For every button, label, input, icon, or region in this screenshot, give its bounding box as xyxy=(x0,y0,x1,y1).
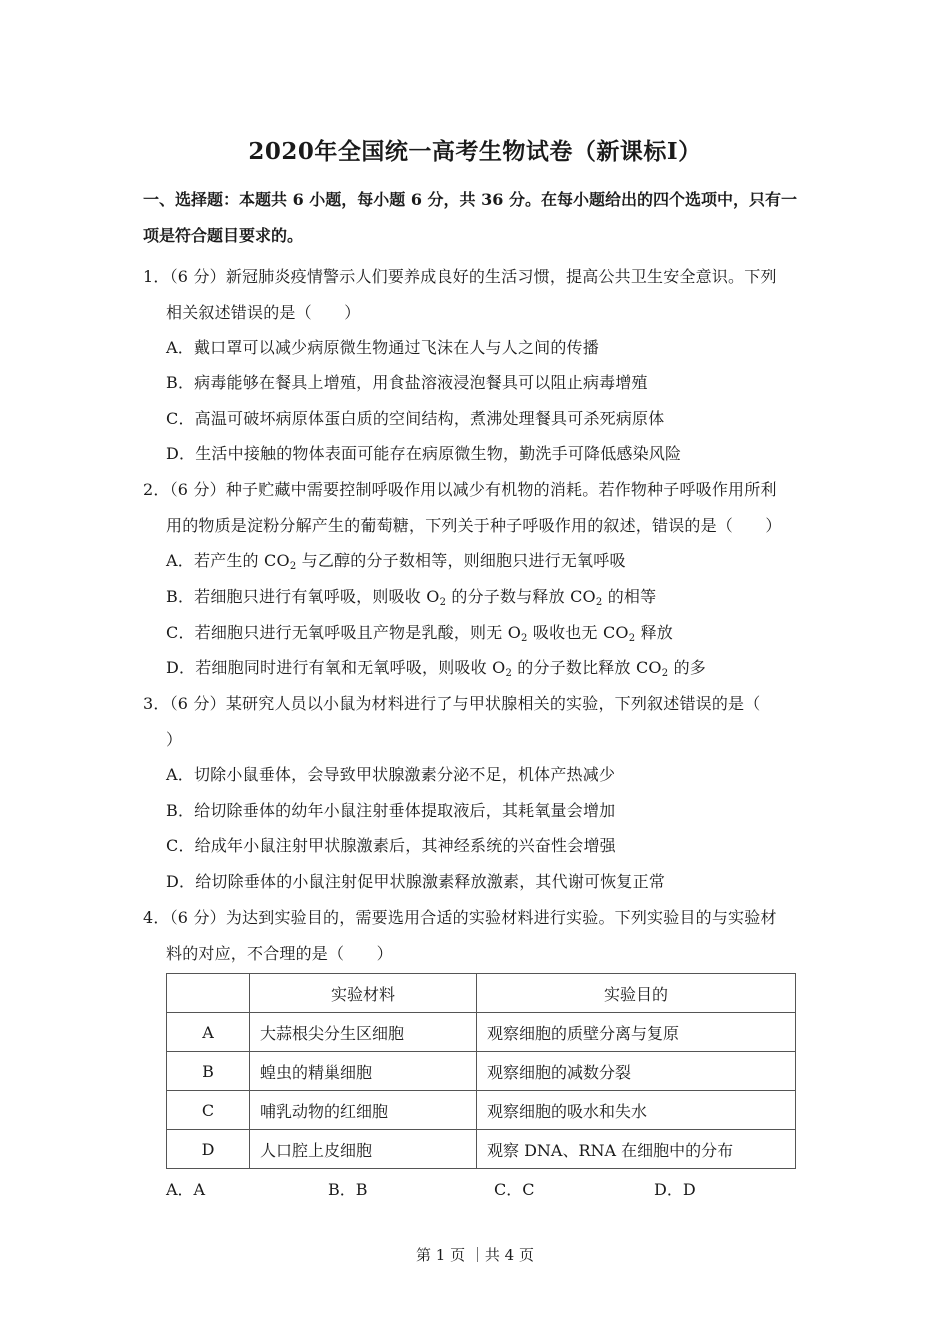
question-3-stem: 3．（6 分）某研究人员以小鼠为材料进行了与甲状腺相关的实验，下列叙述错误的是（ xyxy=(143,694,761,713)
table-cell: D xyxy=(167,1130,250,1169)
subscript: 2 xyxy=(505,668,512,679)
option-text: B．若细胞只进行有氧呼吸，则吸收 O xyxy=(166,587,440,606)
question-4-stem-cont: 料的对应，不合理的是（ ） xyxy=(166,944,393,963)
table-header-cell: 实验目的 xyxy=(477,974,796,1013)
table-row xyxy=(167,1091,796,1130)
table-cell: 哺乳动物的红细胞 xyxy=(250,1091,477,1130)
subscript: 2 xyxy=(661,668,669,679)
table-row xyxy=(167,1130,796,1169)
question-1-option-d: D．生活中接触的物体表面可能存在病原微生物，勤洗手可降低感染风险 xyxy=(166,444,682,463)
table-header-cell: 实验材料 xyxy=(250,974,477,1013)
table-cell: 观察细胞的减数分裂 xyxy=(477,1052,796,1091)
subscript: 2 xyxy=(439,597,447,608)
table-cell: C xyxy=(167,1091,250,1130)
question-3-stem-cont: ） xyxy=(166,730,183,749)
option-text: 释放 xyxy=(635,623,673,642)
question-1-stem-cont: 相关叙述错误的是（ ） xyxy=(166,303,361,322)
question-4-stem: 4．（6 分）为达到实验目的，需要选用合适的实验材料进行实验。下列实验目的与实验材 xyxy=(143,908,777,927)
question-4-answer-d: D．D xyxy=(654,1180,696,1199)
question-3-option-a: A．切除小鼠垂体，会导致甲状腺激素分泌不足，机体产热减少 xyxy=(166,765,616,784)
option-text: C．若细胞只进行无氧呼吸且产物是乳酸，则无 O xyxy=(166,623,522,642)
option-text: A．若产生的 CO xyxy=(166,551,290,570)
question-2-option-b xyxy=(166,584,656,608)
option-text: 吸收也无 CO xyxy=(527,623,629,642)
question-1-option-b: B．病毒能够在餐具上增殖，用食盐溶液浸泡餐具可以阻止病毒增殖 xyxy=(166,373,648,392)
question-2-stem-cont: 用的物质是淀粉分解产生的葡萄糖，下列关于种子呼吸作用的叙述，错误的是（ ） xyxy=(166,516,782,535)
option-text: 的多 xyxy=(668,658,706,677)
table-cell: 蝗虫的精巢细胞 xyxy=(250,1052,477,1091)
option-text: D．若细胞同时进行有氧和无氧呼吸，则吸收 O xyxy=(166,658,506,677)
option-text: 与乙醇的分子数相等，则细胞只进行无氧呼吸 xyxy=(296,551,626,570)
question-3-option-b: B．给切除垂体的幼年小鼠注射垂体提取液后，其耗氧量会增加 xyxy=(166,801,616,820)
question-2-stem: 2．（6 分）种子贮藏中需要控制呼吸作用以减少有机物的消耗。若作物种子呼吸作用所利 xyxy=(143,480,777,499)
subscript: 2 xyxy=(628,633,636,644)
table-header-cell xyxy=(167,974,250,1013)
subscript: 2 xyxy=(289,561,297,572)
question-3-option-c: C．给成年小鼠注射甲状腺激素后，其神经系统的兴奋性会增强 xyxy=(166,836,616,855)
page-title: 2020年全国统一高考生物试卷（新课标Ⅰ） xyxy=(248,138,702,165)
question-1-stem: 1．（6 分）新冠肺炎疫情警示人们要养成良好的生活习惯，提高公共卫生安全意识。下列 xyxy=(143,267,777,286)
question-3-option-d: D．给切除垂体的小鼠注射促甲状腺激素释放激素，其代谢可恢复正常 xyxy=(166,872,666,891)
table-cell: 观察 DNA、RNA 在细胞中的分布 xyxy=(477,1130,796,1169)
question-4-answer-b: B．B xyxy=(328,1180,368,1199)
question-1-option-a: A．戴口罩可以减少病原微生物通过飞沫在人与人之间的传播 xyxy=(166,338,599,357)
table-cell: B xyxy=(167,1052,250,1091)
section-heading-line-2: 项是符合题目要求的。 xyxy=(143,226,304,245)
table-cell: 观察细胞的吸水和失水 xyxy=(477,1091,796,1130)
page-footer: 第 1 页 ｜共 4 页 xyxy=(416,1246,534,1264)
question-4-answer-a: A．A xyxy=(166,1180,206,1199)
question-2-option-a xyxy=(166,548,626,572)
question-4-answer-c: C．C xyxy=(494,1180,535,1199)
table-cell: A xyxy=(167,1013,250,1052)
table-header-row xyxy=(167,974,796,1013)
section-heading-line-1: 一、选择题：本题共 6 小题，每小题 6 分，共 36 分。在每小题给出的四个选项中，只有一 xyxy=(143,190,797,209)
table-row xyxy=(167,1052,796,1091)
table-cell: 观察细胞的质壁分离与复原 xyxy=(477,1013,796,1052)
subscript: 2 xyxy=(521,633,528,644)
option-text: 的相等 xyxy=(602,587,657,606)
option-text: 的分子数与释放 CO xyxy=(446,587,596,606)
subscript: 2 xyxy=(595,597,603,608)
experiment-table xyxy=(166,973,796,1169)
option-text: 的分子数比释放 CO xyxy=(512,658,662,677)
table-cell: 大蒜根尖分生区细胞 xyxy=(250,1013,477,1052)
question-2-option-d xyxy=(166,655,706,679)
question-1-option-c: C．高温可破坏病原体蛋白质的空间结构，煮沸处理餐具可杀死病原体 xyxy=(166,409,665,428)
question-2-option-c xyxy=(166,620,673,644)
table-row xyxy=(167,1013,796,1052)
table-cell: 人口腔上皮细胞 xyxy=(250,1130,477,1169)
section-heading xyxy=(143,182,815,254)
